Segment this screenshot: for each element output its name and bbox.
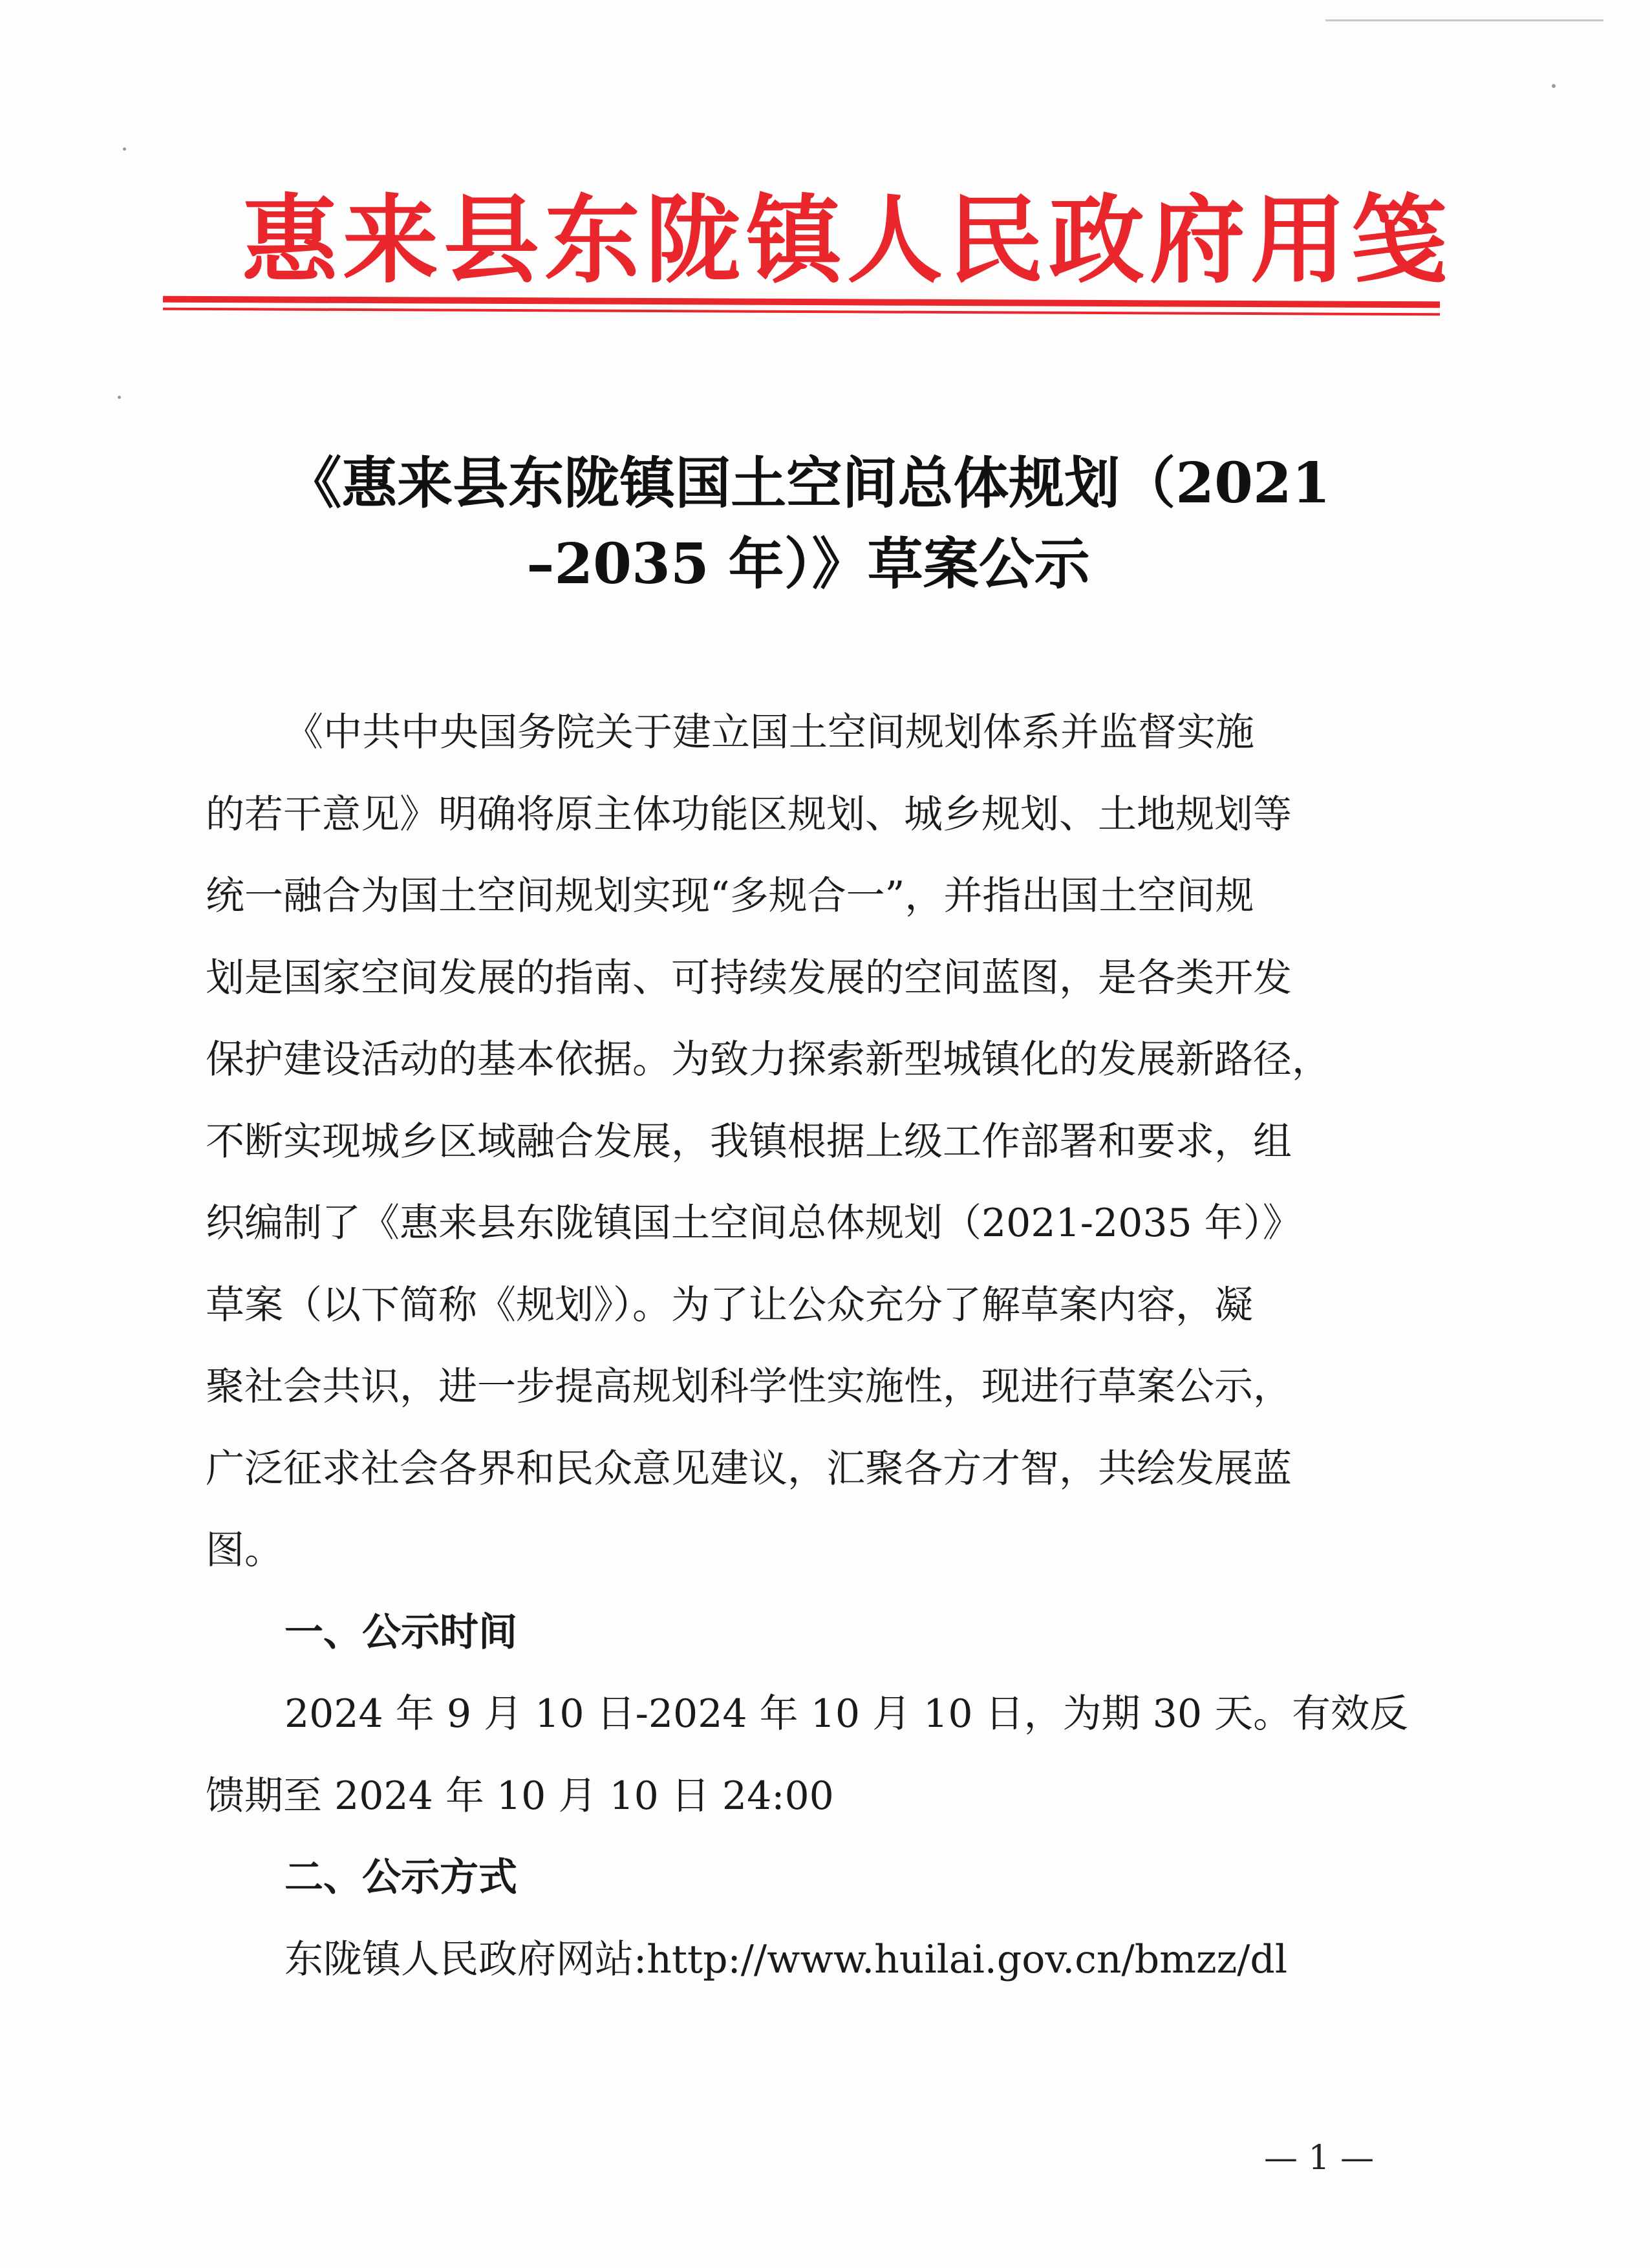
title-line-1: 《惠来县东陇镇国土空间总体规划（2021 bbox=[286, 451, 1331, 516]
letterhead-rule-thick bbox=[163, 296, 1440, 308]
document-body bbox=[206, 692, 1434, 2000]
paragraph-line: 《中共中央国务院关于建立国土空间规划体系并监督实施 bbox=[284, 710, 1254, 755]
scan-speck bbox=[123, 147, 126, 151]
scan-speck bbox=[118, 396, 121, 399]
section-heading-method: 二、公示方式 bbox=[284, 1855, 517, 1900]
paragraph-line: 草案（以下简称《规划》）。为了让公众充分了解草案内容，凝 bbox=[206, 1282, 1253, 1328]
paragraph-line: 保护建设活动的基本依据。为致力探索新型城镇化的发展新路径， bbox=[206, 1037, 1331, 1082]
scan-speck bbox=[1552, 84, 1556, 88]
paragraph-line: 不断实现城乡区域融合发展，我镇根据上级工作部署和要求，组 bbox=[206, 1118, 1292, 1164]
section-time-line: 馈期至 2024 年 10 月 10 日 24:00 bbox=[206, 1773, 834, 1819]
page-number: — 1 — bbox=[1264, 2139, 1375, 2177]
paragraph-line: 图。 bbox=[206, 1528, 283, 1573]
paragraph-line: 划是国家空间发展的指南、可持续发展的空间蓝图，是各类开发 bbox=[206, 955, 1292, 1001]
paragraph-line: 的若干意见》明确将原主体功能区规划、城乡规划、土地规划等 bbox=[206, 791, 1292, 837]
paragraph-line: 广泛征求社会各界和民众意见建议，汇聚各方才智，共绘发展蓝 bbox=[206, 1446, 1292, 1492]
section-heading-time: 一、公示时间 bbox=[284, 1609, 517, 1655]
paragraph-line: 聚社会共识，进一步提高规划科学性实施性，现进行草案公示， bbox=[206, 1364, 1292, 1409]
section-time-line: 2024 年 9 月 10 日-2024 年 10 月 10 日，为期 30 天。有效反 bbox=[284, 1691, 1409, 1737]
scan-artifact-top bbox=[1325, 19, 1603, 21]
section-method-website: 东陇镇人民政府网站:http://www.huilai.gov.cn/bmzz/dl bbox=[284, 1936, 1288, 1982]
letterhead-rule-thin bbox=[163, 308, 1440, 316]
title-line-2: –2035 年）》草案公示 bbox=[526, 531, 1090, 597]
document-title bbox=[194, 443, 1422, 604]
paragraph-line: 织编制了《惠来县东陇镇国土空间总体规划（2021-2035 年）》 bbox=[206, 1201, 1302, 1246]
letterhead-title: 惠来县东陇镇人民政府用笺 bbox=[242, 184, 1452, 296]
paragraph-line: 统一融合为国土空间规划实现“多规合一”，并指出国土空间规 bbox=[206, 873, 1254, 919]
